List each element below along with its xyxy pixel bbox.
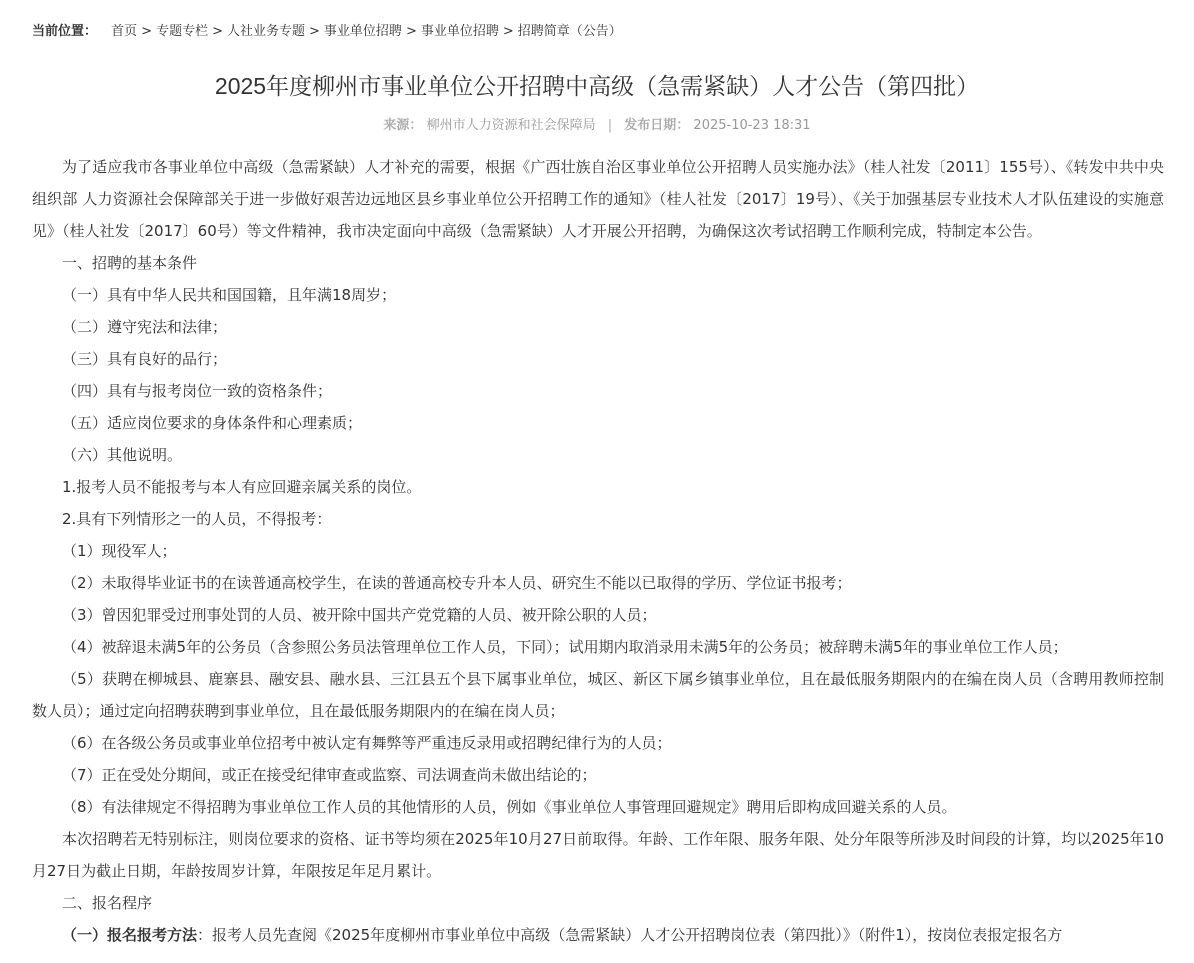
- breadcrumb-link-recruitment-sub[interactable]: 事业单位招聘: [420, 24, 499, 39]
- section-heading-conditions: 一、招聘的基本条件: [62, 254, 198, 272]
- condition-item: （六）其他说明。: [62, 446, 183, 464]
- source-label: 来源：: [383, 118, 423, 133]
- article-meta: [0, 116, 1194, 136]
- breadcrumb-link-recruitment[interactable]: 事业单位招聘: [323, 24, 402, 39]
- exclusion-item: （8）有法律规定不得招聘为事业单位工作人员的其他情形的人员，例如《事业单位人事管理回避规定》聘用后即构成回避关系的人员。: [62, 798, 957, 816]
- article-title: 2025年度柳州市事业单位公开招聘中高级（急需紧缺）人才公告（第四批）: [214, 73, 980, 99]
- source-value: 柳州市人力资源和社会保障局: [426, 118, 596, 133]
- note-item: 1.报考人员不能报考与本人有应回避亲属关系的岗位。: [62, 478, 422, 496]
- exclusion-item: （2）未取得毕业证书的在读普通高校学生，在读的普通高校专升本人员、研究生不能以已取得的学历、学位证书报考；: [62, 574, 852, 592]
- registration-step: [32, 919, 1164, 951]
- condition-item: （四）具有与报考岗位一致的资格条件；: [62, 382, 333, 400]
- exclusion-item: （7）正在受处分期间，或正在接受纪律审查或监察、司法调查尚未做出结论的；: [62, 766, 597, 784]
- breadcrumb: [32, 22, 622, 42]
- exclusion-item: （1）现役军人；: [62, 542, 177, 560]
- date-label: 发布日期：: [624, 118, 690, 133]
- breadcrumb-link-announcements[interactable]: 招聘简章（公告）: [517, 24, 622, 39]
- exclusion-item: （6）在各级公务员或事业单位招考中被认定有舞弊等严重违反录用或招聘纪律行为的人员；: [62, 734, 672, 752]
- exclusion-item: （5）获聘在柳城县、鹿寨县、融安县、融水县、三江县五个县下属事业单位，城区、新区下属乡镇事业单位，且在最低服务期限内的在编在岗人员（含聘用教师控制数人员）；通过定向招聘获聘到事业单位，且在最低服务期限内的在编在岗人员；: [32, 670, 1164, 720]
- intro-paragraph: 为了适应我市各事业单位中高级（急需紧缺）人才补充的需要，根据《广西壮族自治区事业单位公开招聘人员实施办法》（桂人社发〔2011〕155号）、《转发中共中央组织部 人力资源社会保障部关于进一步做好艰苦边远地区县乡事业单位公开招聘工作的通知》（桂人社发〔2017〕19号）、《关于加强基层专业技术人才队伍建设的实施意见》（桂人社发〔2017〕60号）等文件精神，我市决定面向中高级（急需紧缺）人才开展公开招聘，为确保这次考试招聘工作顺利完成，特制定本公告。: [32, 158, 1164, 240]
- breadcrumb-separator: >: [141, 24, 153, 39]
- breadcrumb-label: 当前位置：: [32, 24, 98, 39]
- exclusion-item: （4）被辞退未满5年的公务员（含参照公务员法管理单位工作人员，下同）；试用期内取消录用未满5年的公务员；被辞聘未满5年的事业单位工作人员；: [62, 638, 1068, 656]
- condition-item: （二）遵守宪法和法律；: [62, 318, 228, 336]
- breadcrumb-link-home[interactable]: 首页: [111, 24, 138, 39]
- breadcrumb-link-special-topics[interactable]: 专题专栏: [156, 24, 209, 39]
- note-item: 2.具有下列情形之一的人员，不得报考：: [62, 510, 332, 528]
- meta-divider: |: [607, 118, 613, 133]
- registration-step-label: （一）报名报考方法: [62, 926, 198, 944]
- section-heading-registration: 二、报名程序: [62, 894, 153, 912]
- breadcrumb-separator: >: [309, 24, 320, 39]
- condition-item: （三）具有良好的品行；: [62, 350, 228, 368]
- date-value: 2025-10-23 18:31: [693, 118, 811, 133]
- article-body: [32, 151, 1164, 951]
- condition-item: （一）具有中华人民共和国国籍，且年满18周岁；: [62, 286, 397, 304]
- condition-item: （五）适应岗位要求的身体条件和心理素质；: [62, 414, 363, 432]
- breadcrumb-link-hr-topics[interactable]: 人社业务专题: [227, 24, 306, 39]
- exclusion-item: （3）曾因犯罪受过刑事处罚的人员、被开除中国共产党党籍的人员、被开除公职的人员；: [62, 606, 657, 624]
- deadline-paragraph: 本次招聘若无特别标注，则岗位要求的资格、证书等均须在2025年10月27日前取得。年龄、工作年限、服务年限、处分年限等所涉及时间段的计算，均以2025年10月27日为截止日期，年龄按周岁计算，年限按足年足月累计。: [32, 830, 1164, 880]
- breadcrumb-separator: >: [405, 24, 417, 39]
- breadcrumb-separator: >: [502, 24, 514, 39]
- registration-step-text: ：报考人员先查阅《2025年度柳州市事业单位中高级（急需紧缺）人才公开招聘岗位表（第四批）》（附件1），按岗位表报定报名方: [197, 926, 1063, 944]
- breadcrumb-separator: >: [212, 24, 223, 39]
